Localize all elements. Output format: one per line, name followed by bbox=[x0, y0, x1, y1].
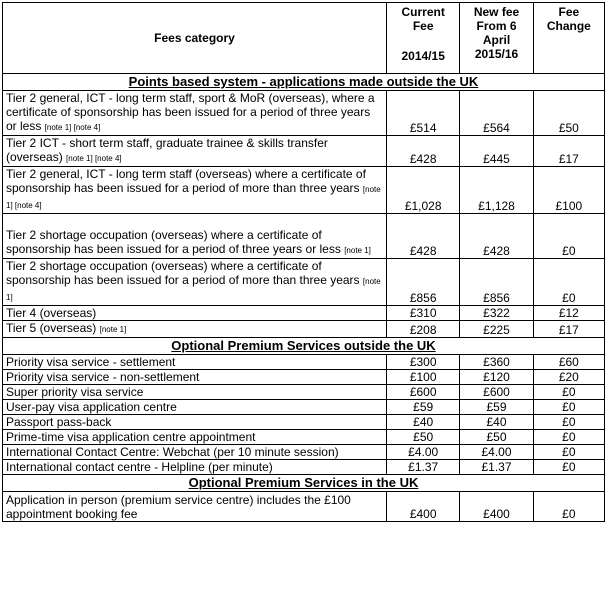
table-row bbox=[3, 355, 605, 370]
fee-category-label: Prime-time visa application centre appointment bbox=[6, 430, 256, 444]
fee-note: [note 1] bbox=[344, 246, 371, 255]
header-current-fee bbox=[387, 3, 460, 74]
fee-category-label: International Contact Centre: Webchat (per 10 minute session) bbox=[6, 445, 339, 459]
section-header bbox=[3, 338, 605, 355]
fee-category-label: Application in person (premium service centre) includes the £100 appointment booking fee bbox=[6, 493, 351, 521]
fee-note: [note 1] bbox=[99, 325, 127, 334]
current-fee-cell: £4.00 bbox=[387, 445, 460, 460]
table-row bbox=[3, 492, 605, 522]
fee-category-cell bbox=[3, 167, 387, 214]
header-new-fee-year: 2015/16 bbox=[474, 47, 519, 61]
fee-category-cell bbox=[3, 385, 387, 400]
fee-category-label: Tier 4 (overseas) bbox=[6, 306, 97, 320]
fee-category-label: Tier 5 (overseas) bbox=[6, 321, 97, 335]
table-row bbox=[3, 214, 605, 259]
current-fee-cell: £856 bbox=[387, 259, 460, 306]
current-fee-cell: £428 bbox=[387, 214, 460, 259]
fee-category-cell bbox=[3, 400, 387, 415]
fee-change-cell: £12 bbox=[533, 306, 604, 321]
fees-table-body bbox=[3, 74, 605, 522]
current-fee-cell: £100 bbox=[387, 370, 460, 385]
current-fee-cell: £600 bbox=[387, 385, 460, 400]
header-current-fee-label: Current Fee bbox=[401, 5, 445, 33]
fee-change-cell: £0 bbox=[533, 460, 604, 475]
new-fee-cell: £40 bbox=[460, 415, 533, 430]
new-fee-cell: £360 bbox=[460, 355, 533, 370]
fee-category-cell bbox=[3, 259, 387, 306]
section-title: Optional Premium Services outside the UK bbox=[3, 338, 605, 355]
current-fee-cell: £1.37 bbox=[387, 460, 460, 475]
fee-change-cell: £0 bbox=[533, 492, 604, 522]
fee-category-label: Tier 2 ICT - short term staff, graduate trainee & skills transfer (overseas) bbox=[6, 136, 328, 164]
fee-change-cell: £0 bbox=[533, 430, 604, 445]
fee-category-label: International contact centre - Helpline (per minute) bbox=[6, 460, 273, 474]
fee-note: [note 1] bbox=[6, 277, 381, 302]
fee-category-label: User-pay visa application centre bbox=[6, 400, 177, 414]
fee-change-cell: £17 bbox=[533, 321, 604, 338]
current-fee-cell: £59 bbox=[387, 400, 460, 415]
fee-note: [note 1] [note 4] bbox=[66, 154, 122, 163]
current-fee-cell: £1,028 bbox=[387, 167, 460, 214]
section-header bbox=[3, 74, 605, 91]
fee-category-cell bbox=[3, 370, 387, 385]
header-fee-change: Fee Change bbox=[533, 3, 604, 74]
header-fees-category: Fees category bbox=[3, 3, 387, 74]
fee-change-cell: £0 bbox=[533, 214, 604, 259]
fee-change-cell: £100 bbox=[533, 167, 604, 214]
new-fee-cell: £428 bbox=[460, 214, 533, 259]
fee-category-cell bbox=[3, 445, 387, 460]
new-fee-cell: £1.37 bbox=[460, 460, 533, 475]
current-fee-cell: £428 bbox=[387, 136, 460, 167]
header-new-fee-label: New fee From 6 April bbox=[473, 5, 520, 47]
fee-category-cell bbox=[3, 415, 387, 430]
current-fee-cell: £400 bbox=[387, 492, 460, 522]
current-fee-cell: £40 bbox=[387, 415, 460, 430]
new-fee-cell: £59 bbox=[460, 400, 533, 415]
table-row bbox=[3, 321, 605, 338]
fee-category-label: Tier 2 general, ICT - long term staff (overseas) where a certificate of sponsorship has been issued for a period of more than three years bbox=[6, 167, 366, 195]
fee-category-cell bbox=[3, 214, 387, 259]
fee-category-label: Priority visa service - non-settlement bbox=[6, 370, 200, 384]
fee-change-cell: £0 bbox=[533, 259, 604, 306]
fee-change-cell: £0 bbox=[533, 415, 604, 430]
new-fee-cell: £400 bbox=[460, 492, 533, 522]
current-fee-cell: £300 bbox=[387, 355, 460, 370]
header-current-fee-year: 2014/15 bbox=[401, 49, 445, 63]
new-fee-cell: £120 bbox=[460, 370, 533, 385]
new-fee-cell: £564 bbox=[460, 91, 533, 136]
table-row bbox=[3, 259, 605, 306]
fee-category-cell bbox=[3, 91, 387, 136]
new-fee-cell: £322 bbox=[460, 306, 533, 321]
section-title: Optional Premium Services in the UK bbox=[3, 475, 605, 492]
fee-change-cell: £0 bbox=[533, 385, 604, 400]
new-fee-cell: £4.00 bbox=[460, 445, 533, 460]
table-row bbox=[3, 91, 605, 136]
fee-category-cell bbox=[3, 460, 387, 475]
fee-category-cell bbox=[3, 430, 387, 445]
new-fee-cell: £50 bbox=[460, 430, 533, 445]
fee-category-label: Priority visa service - settlement bbox=[6, 355, 176, 369]
fee-change-cell: £0 bbox=[533, 400, 604, 415]
fee-note: [note 1] [note 4] bbox=[6, 185, 381, 210]
fee-note: [note 1] [note 4] bbox=[44, 123, 101, 132]
fee-change-cell: £50 bbox=[533, 91, 604, 136]
table-row bbox=[3, 306, 605, 321]
section-title: Points based system - applications made outside the UK bbox=[3, 74, 605, 91]
fee-change-cell: £60 bbox=[533, 355, 604, 370]
table-row bbox=[3, 370, 605, 385]
table-row bbox=[3, 167, 605, 214]
header-new-fee bbox=[460, 3, 533, 74]
section-header bbox=[3, 475, 605, 492]
new-fee-cell: £856 bbox=[460, 259, 533, 306]
fee-category-label: Tier 2 shortage occupation (overseas) where a certificate of sponsorship has been issued for a period of more than three years bbox=[6, 259, 360, 287]
fees-table bbox=[2, 2, 605, 522]
table-row bbox=[3, 415, 605, 430]
table-row bbox=[3, 400, 605, 415]
table-row bbox=[3, 460, 605, 475]
current-fee-cell: £310 bbox=[387, 306, 460, 321]
fee-category-cell bbox=[3, 355, 387, 370]
current-fee-cell: £514 bbox=[387, 91, 460, 136]
table-row bbox=[3, 136, 605, 167]
fee-category-label: Tier 2 general, ICT - long term staff, sport & MoR (overseas), where a certificate of sponsorship has been issued for a period of three years or less bbox=[6, 91, 375, 133]
new-fee-cell: £1,128 bbox=[460, 167, 533, 214]
fee-category-label: Super priority visa service bbox=[6, 385, 144, 399]
fee-category-label: Passport pass-back bbox=[6, 415, 112, 429]
fee-change-cell: £17 bbox=[533, 136, 604, 167]
fee-category-cell bbox=[3, 136, 387, 167]
fee-category-label: Tier 2 shortage occupation (overseas) where a certificate of sponsorship has been issued for a period of three years or less bbox=[6, 228, 341, 256]
current-fee-cell: £50 bbox=[387, 430, 460, 445]
fee-change-cell: £20 bbox=[533, 370, 604, 385]
fee-category-cell bbox=[3, 492, 387, 522]
fee-category-cell bbox=[3, 306, 387, 321]
table-row bbox=[3, 430, 605, 445]
fee-category-cell bbox=[3, 321, 387, 338]
new-fee-cell: £600 bbox=[460, 385, 533, 400]
new-fee-cell: £445 bbox=[460, 136, 533, 167]
fee-change-cell: £0 bbox=[533, 445, 604, 460]
current-fee-cell: £208 bbox=[387, 321, 460, 338]
table-row bbox=[3, 445, 605, 460]
new-fee-cell: £225 bbox=[460, 321, 533, 338]
table-row bbox=[3, 385, 605, 400]
